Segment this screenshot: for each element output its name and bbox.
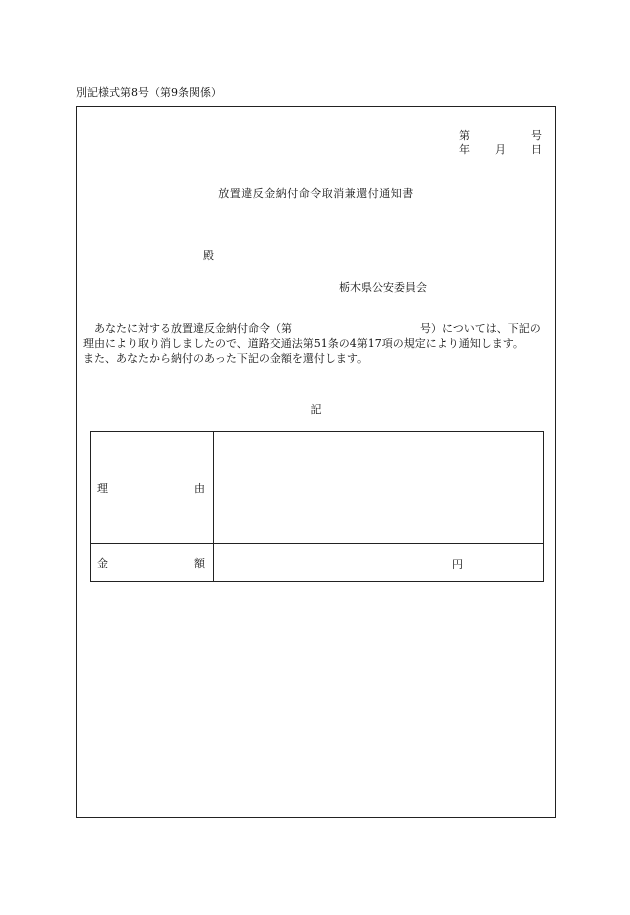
- amount-label-b: 額: [194, 556, 205, 570]
- recipient-honorific: 殿: [203, 249, 214, 262]
- issuer-name: 栃木県公安委員会: [339, 281, 427, 294]
- ki-heading: 記: [310, 403, 322, 416]
- number-prefix: 第: [459, 129, 470, 142]
- amount-value-cell: [214, 544, 544, 582]
- yen-unit: 円: [452, 558, 463, 571]
- body-line-3: また、あなたから納付のあった下記の金額を還付します。: [83, 352, 369, 365]
- form-label: 別記様式第8号（第9条関係）: [76, 86, 222, 99]
- body-line-1-prefix: あなたに対する放置違反金納付命令（第: [94, 322, 292, 335]
- body-line-1: [83, 321, 553, 336]
- document-frame: [76, 106, 556, 818]
- document-title: 放置違反金納付命令取消兼還付通知書: [218, 187, 414, 200]
- amount-label-cell: [91, 544, 214, 582]
- number-suffix: 号: [531, 129, 542, 142]
- date-month: 月: [495, 143, 506, 156]
- reason-label-a: 理: [97, 481, 108, 495]
- date-day: 日: [531, 143, 542, 156]
- amount-row: [91, 544, 544, 582]
- body-line-2: 理由により取り消しましたので、道路交通法第51条の4第17項の規定により通知します。: [83, 337, 524, 350]
- body-line-1-suffix: 号）については、下記の: [420, 322, 541, 335]
- date-year: 年: [459, 143, 470, 156]
- amount-label-a: 金: [97, 556, 108, 570]
- reason-label-cell: [91, 432, 214, 544]
- reason-value-cell: [214, 432, 544, 544]
- reason-label-b: 由: [194, 481, 205, 495]
- reason-row: [91, 432, 544, 544]
- body-text: [83, 321, 553, 366]
- detail-table: [90, 431, 544, 582]
